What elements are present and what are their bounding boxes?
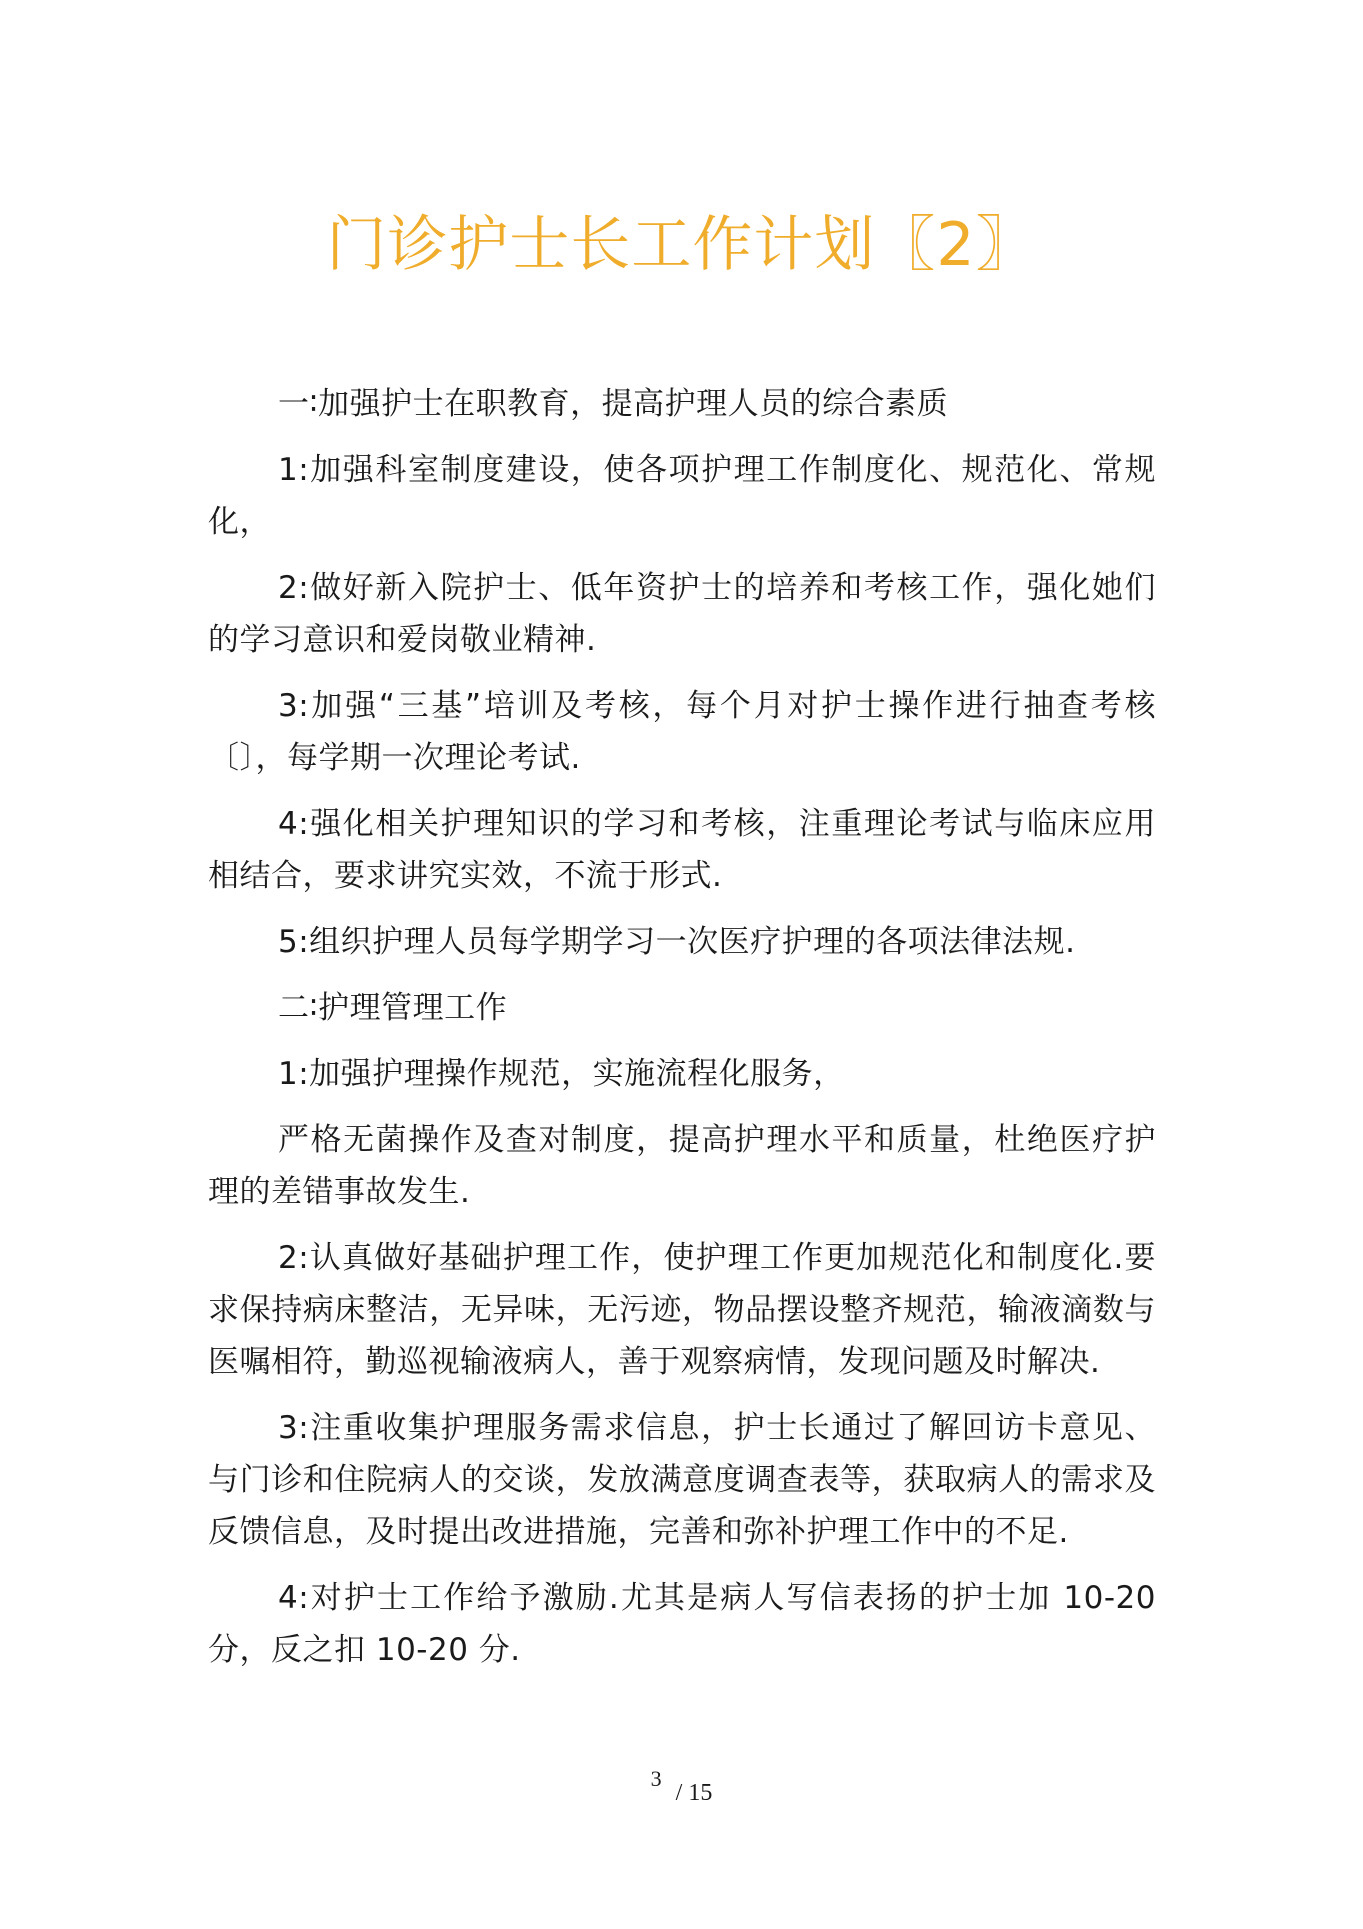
total-pages: / 15 bbox=[675, 1780, 713, 1806]
document-body bbox=[208, 378, 1156, 1690]
paragraph-item: 2:认真做好基础护理工作，使护理工作更加规范化和制度化.要求保持病床整洁，无异味，无污迹，物品摆设整齐规范，输液滴数与医嘱相符，勤巡视输液病人，善于观察病情，发现问题及时解决. bbox=[208, 1240, 1156, 1380]
page-number bbox=[0, 1766, 1363, 1807]
paragraph-item: 5:组织护理人员每学期学习一次医疗护理的各项法律法规. bbox=[278, 924, 1076, 960]
paragraph-item: 4:强化相关护理知识的学习和考核，注重理论考试与临床应用相结合，要求讲究实效，不流于形式. bbox=[208, 806, 1156, 894]
paragraph-item: 1:加强科室制度建设，使各项护理工作制度化、规范化、常规化， bbox=[208, 452, 1156, 540]
paragraph-item: 1:加强护理操作规范，实施流程化服务， bbox=[278, 1056, 845, 1092]
paragraph-item: 严格无菌操作及查对制度，提高护理水平和质量，杜绝医疗护理的差错事故发生. bbox=[208, 1122, 1156, 1210]
paragraph-section-2-heading: 二∶护理管理工作 bbox=[278, 990, 508, 1026]
paragraph-item: 3:加强“三基”培训及考核，每个月对护士操作进行抽查考核〔〕，每学期一次理论考试. bbox=[208, 688, 1156, 776]
paragraph-item: 2:做好新入院护士、低年资护士的培养和考核工作，强化她们的学习意识和爱岗敬业精神. bbox=[208, 570, 1156, 658]
current-page-number: 3 bbox=[650, 1766, 662, 1791]
paragraph-section-1-heading: 一∶加强护士在职教育，提高护理人员的综合素质 bbox=[278, 386, 949, 422]
paragraph-item: 3:注重收集护理服务需求信息，护士长通过了解回访卡意见、与门诊和住院病人的交谈，发放满意度调查表等，获取病人的需求及反馈信息，及时提出改进措施，完善和弥补护理工作中的不足. bbox=[208, 1410, 1156, 1550]
page-title: 门诊护士长工作计划〖2〗 bbox=[326, 210, 1037, 280]
paragraph-item: 4:对护士工作给予激励.尤其是病人写信表扬的护士加 10-20 分，反之扣 10-20 分. bbox=[208, 1580, 1156, 1668]
